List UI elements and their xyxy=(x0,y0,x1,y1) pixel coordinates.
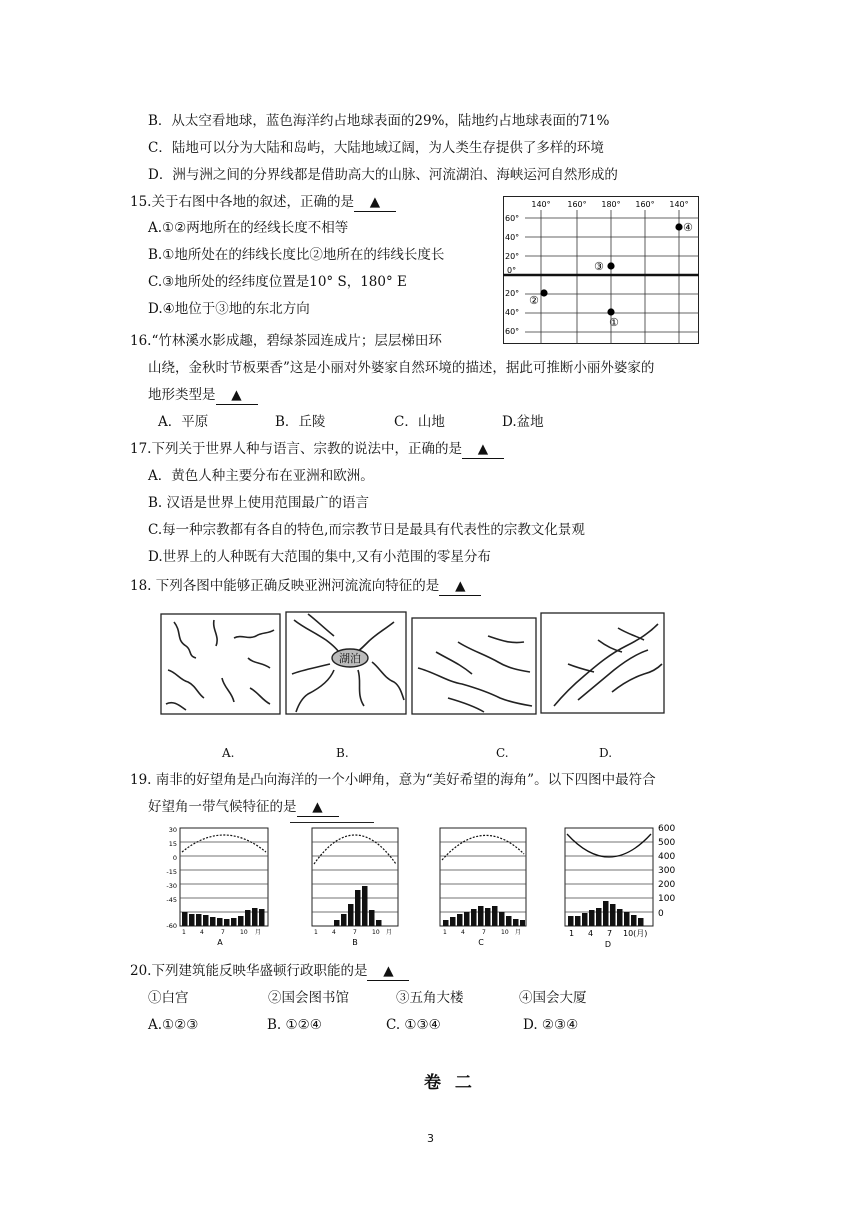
section-title: 卷 二 xyxy=(424,1073,476,1093)
lon-label: 140° xyxy=(669,200,689,209)
q15-option-a: A.①②两地所在的经线长度不相等 xyxy=(148,220,349,236)
q20-item-3: ③五角大楼 xyxy=(396,990,464,1006)
svg-text:600: 600 xyxy=(658,824,676,834)
svg-text:100: 100 xyxy=(658,894,676,904)
svg-text:15: 15 xyxy=(168,840,177,848)
svg-text:10: 10 xyxy=(372,929,380,936)
point-4-label: ④ xyxy=(683,221,693,234)
climate-chart-b xyxy=(312,828,398,947)
answer-blank: ▲ xyxy=(462,440,504,459)
map-c-rivers xyxy=(418,636,532,712)
svg-text:7: 7 xyxy=(221,929,225,936)
q20-option-a: A.①②③ xyxy=(148,1017,199,1033)
svg-text:7: 7 xyxy=(353,929,357,936)
q17-option-b: B. 汉语是世界上使用范围最广的语言 xyxy=(148,495,370,511)
chart-c-label: C xyxy=(478,938,484,947)
q14-option-b: B．从太空看地球，蓝色海洋约占地球表面的29%，陆地约占地球表面的71% xyxy=(148,113,610,129)
answer-blank: ▲ xyxy=(297,798,339,817)
point-3-dot xyxy=(607,262,614,269)
lat-label: 40° xyxy=(505,233,520,242)
answer-blank: ▲ xyxy=(439,577,481,596)
svg-text:4: 4 xyxy=(461,929,465,936)
q15-stem: 15.关于右图中各地的叙述，正确的是 ▲ xyxy=(130,193,396,212)
q16-option-c: C．山地 xyxy=(394,414,445,430)
q15-option-b: B.①地所处在的纬线长度比②地所在的纬线长度长 xyxy=(148,247,445,263)
q20-stem: 20.下列建筑能反映华盛顿行政职能的是 ▲ xyxy=(130,962,409,981)
svg-text:1: 1 xyxy=(569,929,575,938)
point-2-dot xyxy=(540,289,547,296)
answer-blank: ▲ xyxy=(367,962,409,981)
lat-label: 20° xyxy=(505,289,520,298)
map-b-label: B. xyxy=(336,746,349,760)
svg-text:4: 4 xyxy=(332,929,336,936)
q20-item-2: ②国会图书馆 xyxy=(268,990,349,1006)
map-d-rivers xyxy=(554,624,662,706)
q16-line2: 山绕，金秋时节板栗香”这是小丽对外婆家自然环境的描述，据此可推断小丽外婆家的 xyxy=(148,360,655,376)
point-1-dot xyxy=(607,308,614,315)
q20-option-c: C. ①③④ xyxy=(386,1017,441,1033)
svg-text:7: 7 xyxy=(607,929,613,938)
answer-blank: ▲ xyxy=(354,193,396,212)
map-a-label: A. xyxy=(222,746,235,760)
svg-text:-30: -30 xyxy=(166,882,177,890)
lat-label: 40° xyxy=(505,308,520,317)
svg-text:4: 4 xyxy=(588,929,594,938)
lon-label: 160° xyxy=(567,200,587,209)
svg-text:10: 10 xyxy=(501,929,509,936)
lat-label: 20° xyxy=(505,252,520,261)
chart-b-label: B xyxy=(352,938,358,947)
lat-label: 60° xyxy=(505,327,520,336)
svg-text:月: 月 xyxy=(255,929,262,936)
river-maps-figure xyxy=(158,610,668,718)
q17-option-a: A．黄色人种主要分布在亚洲和欧洲。 xyxy=(148,468,374,484)
q17-stem: 17.下列关于世界人种与语言、宗教的说法中，正确的是 ▲ xyxy=(130,440,504,459)
q16-option-b: B．丘陵 xyxy=(275,414,326,430)
q18-stem: 18. 下列各图中能够正确反映亚洲河流流向特征的是 ▲ xyxy=(130,577,481,596)
q15-option-c: C.③地所处的经纬度位置是10° S，180° E xyxy=(148,274,407,290)
lon-label: 160° xyxy=(635,200,655,209)
climate-chart-c xyxy=(440,828,526,947)
lon-label: 140° xyxy=(531,200,551,209)
svg-text:400: 400 xyxy=(658,852,676,862)
svg-text:-15: -15 xyxy=(166,868,177,876)
lat-label: 60° xyxy=(505,214,520,223)
point-3-label: ③ xyxy=(594,260,604,273)
svg-text:1: 1 xyxy=(314,929,318,936)
underline-rule xyxy=(290,822,374,823)
climate-chart-a xyxy=(166,826,268,947)
map-d-label: D. xyxy=(599,746,613,760)
q20-option-b: B. ①②④ xyxy=(267,1017,322,1033)
svg-text:300: 300 xyxy=(658,866,676,876)
latlong-grid-figure xyxy=(503,196,699,344)
q15-option-d: D.④地位于③地的东北方向 xyxy=(148,301,310,317)
map-c-label: C. xyxy=(496,746,509,760)
svg-text:1: 1 xyxy=(443,929,447,936)
q20-item-4: ④国会大厦 xyxy=(519,990,587,1006)
answer-blank: ▲ xyxy=(216,386,258,405)
q14-option-c: C．陆地可以分为大陆和岛屿，大陆地域辽阔，为人类生存提供了多样的环境 xyxy=(148,140,604,156)
svg-text:500: 500 xyxy=(658,838,676,848)
q19-line1: 19. 南非的好望角是凸向海洋的一个小岬角，意为“美好希望的海角”。以下四图中最符合 xyxy=(130,772,656,788)
page-number: 3 xyxy=(427,1132,434,1145)
svg-text:7: 7 xyxy=(482,929,486,936)
q17-option-d: D.世界上的人种既有大范围的集中,又有小范围的零星分布 xyxy=(148,549,491,565)
climate-chart-d xyxy=(565,824,675,949)
q16-option-a: A．平原 xyxy=(158,414,209,430)
point-1-label: ① xyxy=(609,316,619,329)
svg-text:0: 0 xyxy=(172,854,177,862)
q20-option-d: D. ②③④ xyxy=(523,1017,579,1033)
q20-item-1: ①白宫 xyxy=(148,990,189,1006)
lon-label: 180° xyxy=(601,200,621,209)
q16-line3: 地形类型是 ▲ xyxy=(148,386,258,405)
map-a-rivers xyxy=(166,620,274,710)
svg-text:0: 0 xyxy=(658,909,664,919)
svg-text:10: 10 xyxy=(240,929,248,936)
svg-text:30: 30 xyxy=(168,826,177,834)
chart-a-label: A xyxy=(217,938,223,947)
chart-d-label: D xyxy=(604,940,612,949)
q16-option-d: D.盆地 xyxy=(502,414,544,430)
svg-text:-60: -60 xyxy=(166,922,177,930)
point-4-dot xyxy=(675,223,682,230)
lake-label: 湖泊 xyxy=(339,652,361,665)
svg-text:月: 月 xyxy=(515,929,522,936)
lat-label: 0° xyxy=(507,266,517,275)
svg-text:4: 4 xyxy=(200,929,204,936)
svg-text:1: 1 xyxy=(182,929,186,936)
q14-option-d: D．洲与洲之间的分界线都是借助高大的山脉、河流湖泊、海峡运河自然形成的 xyxy=(148,167,618,183)
svg-text:月: 月 xyxy=(386,929,393,936)
svg-text:-45: -45 xyxy=(166,896,177,904)
svg-text:10(月): 10(月) xyxy=(623,929,648,938)
climate-charts-figure xyxy=(160,824,690,954)
q16-line1: 16.“竹林溪水影成趣，碧绿茶园连成片；层层梯田环 xyxy=(130,333,442,349)
q17-option-c: C.每一种宗教都有各自的特色,而宗教节日是最具有代表性的宗教文化景观 xyxy=(148,522,585,538)
svg-text:200: 200 xyxy=(658,880,676,890)
point-2-label: ② xyxy=(529,294,539,307)
q19-line2: 好望角一带气候特征的是 ▲ xyxy=(148,798,339,817)
